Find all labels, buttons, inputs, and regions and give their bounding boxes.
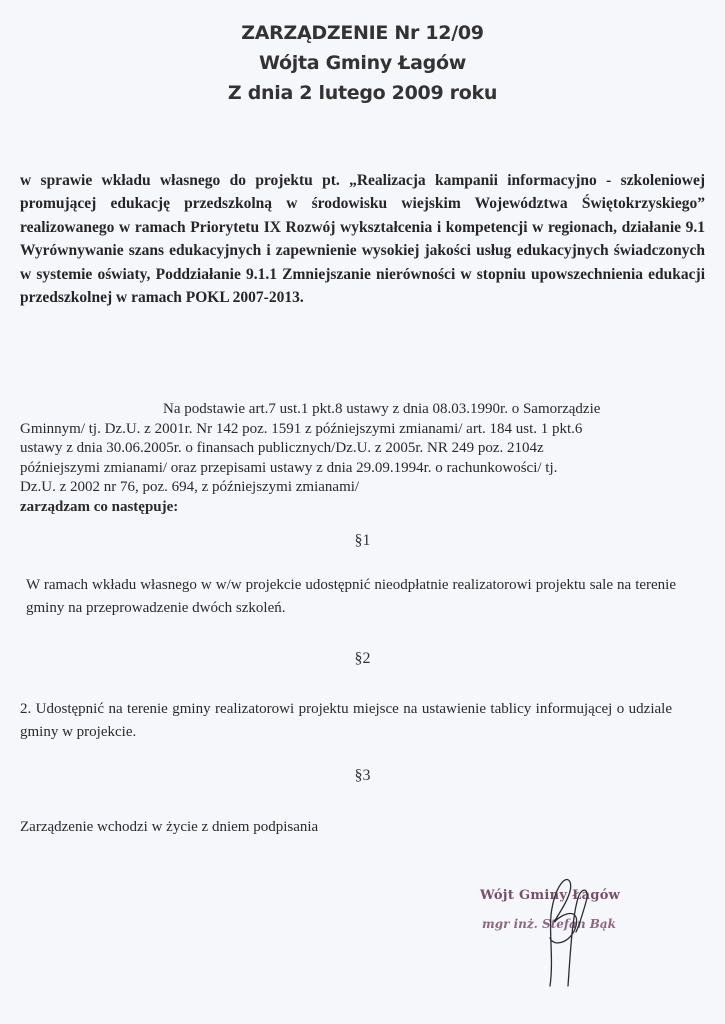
legal-basis-line: Dz.U. z 2002 nr 76, poz. 694, z późniejszymi zmianami/ — [20, 479, 360, 496]
section-3-mark: §3 — [354, 767, 371, 784]
signature-stroke — [550, 880, 587, 986]
legal-basis-line: Na podstawie art.7 ust.1 pkt.8 ustawy z dnia 08.03.1990r. o Samorządzie — [163, 401, 601, 417]
header-issuer: Wójta Gminy Łagów — [259, 52, 466, 74]
decree-statement: zarządzam co następuje: — [20, 498, 179, 515]
section-1-text: W ramach wkładu własnego w w/w projekcie udostępnić nieodpłatnie realizatorowi projektu sale na terenie gminy na przeprowadzenie dwóch szkoleń. — [26, 577, 676, 616]
section-1-mark: §1 — [354, 532, 371, 549]
legal-basis-line: ustawy z dnia 30.06.2005r. o finansach publicznych/Dz.U. z 2005r. NR 249 poz. 2104z — [20, 440, 544, 457]
section-2-mark: §2 — [354, 650, 371, 667]
handwritten-signature — [520, 868, 610, 988]
legal-basis-line: późniejszymi zmianami/ oraz przepisami ustawy z dnia 29.09.1994r. o rachunkowości/ tj. — [20, 459, 558, 476]
legal-basis — [20, 400, 700, 518]
header-title: ZARZĄDZENIE Nr 12/09 — [241, 22, 484, 44]
stamp-title: Wójt Gminy Łagów — [480, 888, 621, 903]
section-3-text: Zarządzenie wchodzi w życie z dniem podpisania — [20, 819, 319, 835]
document-header — [0, 18, 725, 108]
legal-basis-line: Gminnym/ tj. Dz.U. z 2001r. Nr 142 poz. 1591 z późniejszymi zmianami/ art. 184 ust. 1 pkt.6 — [20, 420, 583, 437]
stamp-name: mgr inż. Stefan Bąk — [482, 917, 616, 931]
section-2-text: 2. Udostępnić na terenie gminy realizatorowi projektu miejsce na ustawienie tablicy informującej o udziale gminy w projekcie. — [20, 701, 672, 740]
header-date: Z dnia 2 lutego 2009 roku — [227, 82, 498, 104]
subject-paragraph: w sprawie wkładu własnego do projektu pt. „Realizacja kampanii informacyjno - szkoleniowej promującej edukację przedszkolną w środowisku wiejskim Województwa Świętokrzyskiego” realizowanego w ramach Priorytetu IX Rozwój wykształcenia i kompetencji w regionach, działanie 9.1 Wyrównywanie szans edukacyjnych i zapewnienie wysokiej jakości usług edukacyjnych świadczonych w systemie oświaty, Poddziałanie 9.1.1 Zmniejszanie nierówności w stopniu upowszechnienia edukacji przedszkolnej w ramach POKL 2007-2013. — [20, 172, 705, 307]
